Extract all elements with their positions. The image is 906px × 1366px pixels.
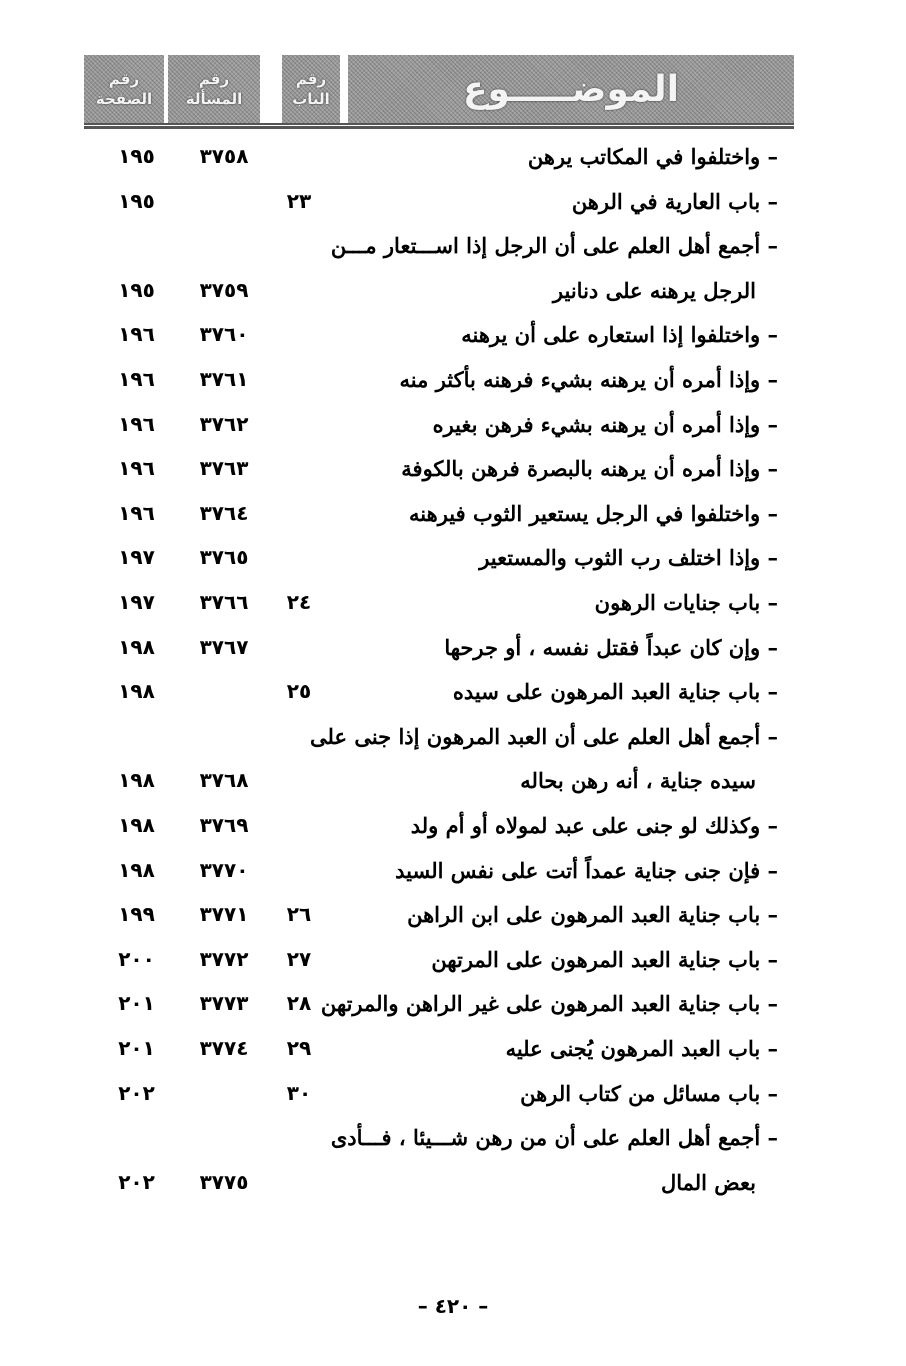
topic-cell: – باب العبد المرهون يُجنى عليه [505, 1036, 778, 1061]
table-row [84, 138, 794, 178]
page-number-cell: ١٩٥ [118, 188, 155, 213]
table-row [84, 807, 794, 847]
topic-cell: – باب العارية في الرهن [571, 188, 778, 214]
page-number-cell: ١٩٦ [118, 367, 155, 391]
table-row [84, 941, 794, 981]
issue-number-cell: ٣٧٧٤ [199, 1036, 249, 1060]
table-row [84, 1164, 794, 1204]
table-row [84, 629, 794, 669]
page-number-cell: ١٩٩ [118, 902, 155, 927]
page-number-header-line2: الصفحة [95, 90, 153, 108]
table-row [84, 985, 794, 1025]
topic-cell: – وإن كان عبداً فقتل نفسه ، أو جرحها [444, 634, 778, 660]
table-row [84, 896, 794, 936]
issue-number-header-line1: رقم [198, 70, 230, 88]
chapter-number-cell: ٢٨ [286, 991, 312, 1016]
table-row [84, 495, 794, 535]
page-number-cell: ١٩٨ [118, 634, 155, 659]
page-number-cell: ١٩٥ [118, 144, 155, 168]
page-number-cell: ٢٠١ [118, 1036, 155, 1060]
page-number-footer: – ٤٢٠ – [417, 1294, 489, 1318]
table-row [84, 316, 794, 356]
page-number-cell: ١٩٧ [118, 590, 155, 614]
chapter-number-cell: ٢٦ [286, 902, 312, 927]
page-number-column-header [84, 55, 164, 123]
topic-cell: – باب جنايات الرهون [594, 590, 778, 615]
table-row [84, 673, 794, 713]
topic-cell: – فإن جنى جناية عمداً أتت على نفس السيد [395, 857, 778, 883]
topic-cell: – باب جناية العبد المرهون على المرتهن [431, 946, 778, 972]
table-row [84, 762, 794, 802]
topic-cell: – أجمع أهل العلم على أن العبد المرهون إذا جنى على [310, 723, 778, 749]
page-number-cell: ١٩٦ [118, 456, 155, 481]
topic-cell: – وإذا أمره أن يرهنه بشيء فرهنه بأكثر منه [399, 367, 778, 392]
chapter-number-cell: ٢٣ [286, 188, 312, 213]
issue-number-cell: ٣٧٥٩ [199, 277, 249, 302]
chapter-number-cell: ٢٤ [286, 590, 312, 614]
table-row [84, 1030, 794, 1070]
topic-cell: سيده جناية ، أنه رهن بحاله [520, 768, 756, 794]
issue-number-cell: ٣٧٦٢ [199, 411, 249, 436]
topic-cell: الرجل يرهنه على دنانير [552, 277, 756, 303]
issue-number-cell: ٣٧٦٩ [199, 813, 249, 837]
table-row [84, 450, 794, 490]
issue-number-cell: ٣٧٧٣ [199, 991, 249, 1016]
table-row [84, 584, 794, 624]
topic-cell: – باب جناية العبد المرهون على غير الراهن والمرتهن [320, 991, 778, 1017]
chapter-number-cell: ٣٠ [286, 1080, 312, 1105]
issue-number-cell: ٣٧٥٨ [199, 144, 249, 168]
page-number-cell: ١٩٨ [118, 857, 155, 882]
issue-number-cell: ٣٧٦٠ [199, 322, 249, 347]
header-divider [84, 123, 794, 129]
topic-header-label: الموضـــــوع [462, 68, 680, 110]
topic-cell: – أجمع أهل العلم على أن من رهن شـــيئا ، فـــأدى [330, 1125, 778, 1151]
table-row [84, 539, 794, 579]
table-header [84, 55, 794, 129]
topic-cell: بعض المال [660, 1169, 756, 1195]
issue-number-cell: ٣٧٧١ [199, 902, 249, 927]
issue-number-header-line2: المسألة [185, 90, 243, 108]
page-number-cell: ٢٠٠ [118, 946, 155, 971]
chapter-number-header-line2: الباب [292, 90, 330, 108]
table-row [84, 406, 794, 446]
table-row [84, 361, 794, 401]
issue-number-cell: ٣٧٧٥ [199, 1169, 249, 1194]
page-number-cell: ١٩٥ [118, 277, 155, 302]
page-number-cell: ٢٠١ [118, 991, 155, 1016]
table-row [84, 183, 794, 223]
issue-number-cell: ٣٧٦١ [199, 367, 249, 391]
table-row [84, 227, 794, 267]
chapter-number-column-header [282, 55, 340, 123]
page-number-cell: ١٩٦ [118, 500, 155, 525]
page-number-cell: ١٩٨ [118, 813, 155, 837]
topic-cell: – وإذا أمره أن يرهنه بشيء فرهن بغيره [432, 411, 778, 437]
issue-number-cell: ٣٧٧٢ [199, 946, 249, 971]
chapter-number-cell: ٢٥ [286, 679, 312, 704]
topic-cell: – وكذلك لو جنى على عبد لمولاه أو أم ولد [410, 813, 778, 838]
topic-cell: – واختلفوا في المكاتب يرهن [527, 144, 778, 169]
chapter-number-cell: ٢٩ [286, 1036, 312, 1060]
topic-cell: – واختلفوا إذا استعاره على أن يرهنه [461, 322, 778, 348]
topic-cell: – وإذا اختلف رب الثوب والمستعير [479, 545, 778, 571]
topic-cell: – باب جناية العبد المرهون على ابن الراهن [407, 902, 778, 928]
topic-cell: – وإذا أمره أن يرهنه بالبصرة فرهن بالكوفة [401, 456, 778, 482]
table-row [84, 272, 794, 312]
chapter-number-header-line1: رقم [295, 70, 327, 88]
issue-number-cell: ٣٧٧٠ [199, 857, 249, 882]
issue-number-cell: ٣٧٦٨ [199, 768, 249, 793]
issue-number-cell: ٣٧٦٧ [199, 634, 249, 659]
issue-number-cell: ٣٧٦٣ [199, 456, 249, 481]
topic-cell: – واختلفوا في الرجل يستعير الثوب فيرهنه [409, 500, 778, 526]
topic-cell: – أجمع أهل العلم على أن الرجل إذا اســـتعار مـــن [330, 233, 778, 259]
topic-cell: – باب جناية العبد المرهون على سيده [452, 679, 778, 705]
page-number-cell: ١٩٦ [118, 322, 155, 347]
page-number-cell: ٢٠٢ [118, 1169, 155, 1194]
issue-number-cell: ٣٧٦٦ [199, 590, 249, 614]
table-row [84, 1075, 794, 1115]
issue-number-cell: ٣٧٦٥ [199, 545, 249, 570]
page-number-cell: ٢٠٢ [118, 1080, 155, 1105]
table-row [84, 1119, 794, 1159]
table-row [84, 718, 794, 758]
page-number-cell: ١٩٦ [118, 411, 155, 436]
page-number-cell: ١٩٧ [118, 545, 155, 570]
page-number-header-line1: رقم [108, 70, 140, 88]
page-number-cell: ١٩٨ [118, 679, 155, 704]
issue-number-cell: ٣٧٦٤ [199, 500, 249, 525]
issue-number-column-header [168, 55, 260, 123]
page-number-cell: ١٩٨ [118, 768, 155, 793]
topic-cell: – باب مسائل من كتاب الرهن [520, 1080, 778, 1106]
table-row [84, 852, 794, 892]
chapter-number-cell: ٢٧ [286, 946, 312, 971]
topic-column-header [348, 55, 794, 123]
